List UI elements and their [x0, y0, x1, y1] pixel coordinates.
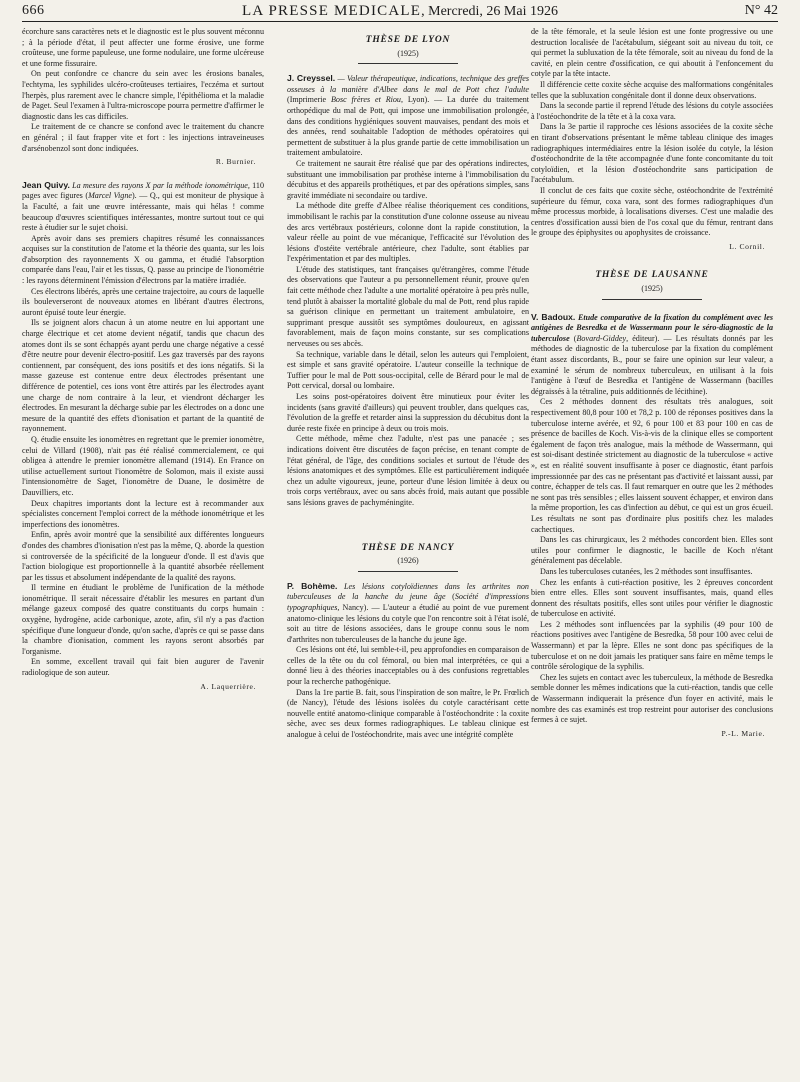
publisher: Bosc frères et Riou — [330, 95, 401, 105]
review-text: , éditeur). — Les résultats donnés par les méthodes de diagnostic de la tuberculose par la fixation du complément étant assez discordants, B., pour se faire une opinion sur leur valeur, a examiné le sérum de nombreux tuberculeux, en utilisant à la fois l'antigène à l'œuf de Besredka et l'antigène de Wassermann (bacilles dégraissés à la tétraline, puis additionnés de lécithine). — [531, 333, 773, 396]
section-heading — [531, 270, 773, 299]
review-text: (Imprimerie — [287, 95, 331, 105]
publisher: Bovard-Giddey — [576, 333, 627, 343]
page-header — [22, 3, 778, 22]
journal-title-line — [22, 3, 778, 20]
paragraph: En somme, excellent travail qui fait bien augurer de l'avenir radiologique de son auteur. — [22, 657, 264, 678]
page-number: 666 — [22, 3, 45, 18]
section-rule — [358, 571, 458, 572]
paragraph: On peut confondre ce chancre du sein avec les érosions banales, l'echtyma, les syphilides ulcéro-croûteuses tertiaires, l'eczéma et surtout l'herpès, plus rarement avec le chancre simple, l'épithélioma et la maladie de Paget. Seul l'examen à l'ultra-microscope pourra permettre d'affirmer le diagnostic dans les cas difficiles. — [22, 69, 264, 121]
paragraph: Les soins post-opératoires doivent être minutieux pour éviter les incidents (sans gravité d'ailleurs) qui peuvent troubler, dans quelques cas, l'évolution de la greffe et retarder ainsi la suppression du décubitus dont la durée reste fixée en principe à deux ou trois mois. — [287, 392, 529, 433]
paragraph: Il termine en étudiant le problème de l'unification de la méthode ionométrique. Il serait nécessaire d'établir les mesures en partant d'un mélange gazeux composé des quatre constituants du corps humain : oxygène, hydrogène, acide carbonique, azote, afin, s'il n'y a pas d'action spécifique d'une longueur d'onde, qu'on sache, d'après ce qui se passe dans la chambre d'ionisation, comment les rayons seront absorbés par l'organisme. — [22, 583, 264, 656]
section-year: (1925) — [641, 284, 663, 294]
paragraph: Deux chapitres importants dont la lecture est à recommander aux spécialistes concernent l'emploi correct de la méthode ionométrique et les imperfections des ionomètres. — [22, 498, 264, 529]
paragraph: Après avoir dans ses premiers chapitres résumé les connaissances acquises sur la constitution de l'atome et la théorie des quanta, sur les lois d'absorption des rayonnements X ou gamma, et étudié l'absorption comparée dans l'eau, l'air et les tissus, Q. passe au principe de l'ionométrie : les rayons déterminent l'émission d'électrons par la matière irradiée. — [22, 233, 264, 286]
paragraph: Ces lésions ont été, lui semble-t-il, peu approfondies en comparaison de celles de la tête ou du col fémoral, ou bien mal interprétées, ce qui a donné lieu à des théories inacceptables ou à des confusions regrettables pour la recherche pathogénique. — [287, 645, 529, 687]
paragraph: Ce traitement ne saurait être réalisé que par des opérations indirectes, substituant une immobilisation par prothèse interne à l'immobilisation du décubitus et des appareils prothétiques, et par des opérations simples, sans gravité immédiate ni secondaire ou tardive. — [287, 158, 529, 200]
paragraph: Ils se joignent alors chacun à un atome neutre en lui apportant une charge électrique et cet atome devient négatif, tandis que chacun des atomes dont ils se sont échappés ayant perdu une charge négative a cessé d'être neutre pour devenir électro-positif. Les gaz traversés par des rayons contiennent, par conséquent, des ions positifs et des ions négatifs. Si la masse gazeuse est contenue entre deux électrodes présentant une différence de potentiel, ces ions vont être attirés par les électrodes ayant une charge de nom contraire à la leur, et viendront décharger les électrodes. En mesurant la décharge subie par les électrodes on a donc une mesure de la quantité des effets d'ionisation et partant de la quantité de rayonnement. — [22, 318, 264, 434]
reviewer-signature: P.-L. Marie. — [721, 728, 765, 738]
reviewer-signature: A. Laquerrière. — [200, 681, 256, 691]
paragraph: Le traitement de ce chancre se confond avec le traitement du chancre en général ; il faut frapper vite et fort : les injections intraveineuses d'arsénobenzol sont donc indiquées. — [22, 122, 264, 153]
paragraph: écorchure sans caractères nets et le diagnostic est le plus souvent méconnu ; à la période d'état, il peut affecter une forme érosive, une forme croûteuse, une forme papuleuse, une forme nodulaire, une forme ulcéreuse et une forme fissuraire. — [22, 27, 264, 68]
paragraph: Enfin, après avoir montré que la sensibilité aux différentes longueurs d'ondes des chambres d'ionisation n'est pas la même, Q. aborde la question si controversée de la spécificité de la longueur d'onde. Il est d'avis que l'action biologique est proportionnelle à la quantité absorbée réellement par les tissus et absolument indépendante de la qualité des rayons. — [22, 530, 264, 582]
paragraph: Chez les sujets en contact avec les tuberculeux, la méthode de Besredka semble donner les mêmes indications que la cuti-réaction, tandis que celle de Wassermann indiquerait la présence d'un foyer en activité, mais le nombre des cas examinés est trop restreint pour autoriser des conclusions fermes à ce sujet. — [531, 672, 773, 725]
section-rule — [602, 299, 702, 300]
review-title: — Valeur thérapeutique, indications, technique des greffes osseuses à la manière d'Albee dans le mal de Pott chez l'adulte — [287, 74, 529, 94]
column-right — [531, 27, 773, 1076]
column-left — [22, 27, 264, 1076]
paragraph: Dans la seconde partie il reprend l'étude des lésions du cotyle associées à l'ostéochondrite de la tête et à la coxa vara. — [531, 101, 773, 121]
review-lead — [22, 180, 264, 234]
review-title: Les lésions cotyloïdiennes dans les arthrites non tuberculeuses de la hanche du jeune âge — [287, 581, 529, 602]
review-lead — [287, 73, 529, 159]
paragraph: Dans les cas chirurgicaux, les 2 méthodes concordent bien. Elles sont utiles pour confirmer le diagnostic, le bacille de Koch n'étant généralement pas décelable. — [531, 535, 773, 566]
review-author: Jean Quivy. — [22, 179, 70, 190]
review-text: , Lyon). — La durée du traitement orthopédique du mal de Pott, qui impose une immobilisation prolongée, dans des conditions hygiéniques souvent mauvaises, pendant des mois et des années, rend souhaitable l'adoption de méthodes opératoires qui permettent de substituer à la plus grande partie de cette immobilisation un traitement ambulatoire. — [287, 95, 529, 158]
review-text: ). — Q., qui est moniteur de physique à la Faculté, a fait une œuvre intéressante, mais qui hélas ! comme beaucoup d'œuvres scientifiques intéressantes, montre surtout tout ce qui reste à étudier sur le sujet choisi. — [22, 191, 264, 233]
section-title: THÈSE DE LYON — [365, 35, 451, 45]
reviewer-signature: L. Cornil. — [729, 241, 765, 251]
journal-name: LA PRESSE MEDICALE — [242, 3, 422, 19]
issue-number: N° 42 — [744, 3, 778, 18]
paragraph: Chez les enfants à cuti-réaction positive, les 2 épreuves concordent bien entre elles. Elles sont souvent insuffisantes, mais, quand elles donnent des résultats positifs, elles sont utiles pour vérifier le diagnostic de tuberculose en activité. — [531, 577, 773, 619]
review-author: J. Creyssel. — [287, 73, 336, 84]
paragraph: de la tête fémorale, et la seule lésion est une fonte progressive ou une destruction localisée de l'acétabulum, siégeant soit au niveau du toit, ce qui permet la subluxation de la tête fémorale, soit au niveau du fond de la cavité, en plein centre d'ossification, ce qui aboutit à l'enfoncement du cotyle par la tête intacte. — [531, 27, 773, 79]
section-title: THÈSE DE NANCY — [361, 542, 455, 553]
review-title: Etude comparative de la fixation du complément avec les antigènes de Besredka et de Wassermann pour le séro-diagnostic de la tuberculose — [531, 312, 773, 343]
paragraph: La méthode dite greffe d'Albee réalise théoriquement ces conditions, immobilisant le rachis par la constitution d'une colonne osseuse au niveau des arcs vertébraux postérieurs, colonne dont la rapide constitution, la valeur réelle au point de vue mécanique, l'efficacité sur l'évolution des lésions d'ostéite vertébrale antérieure, chez l'adulte, sont établies par l'expérimentation et par des multiples. — [287, 201, 529, 264]
review-entry — [22, 180, 264, 693]
paragraph: L'étude des statistiques, tant françaises qu'étrangères, comme l'étude des observations que l'auteur a pu personnellement réunir, prouve qu'en fait cette méthode chez l'adulte a une mortalité opératoire à peu près nulle, tend plutôt à abaisser la mortalité globale du mal de Pott, rend plus rapide sa guérison clinique en permettant un traitement ambulatoire, en supprimant presque aussitôt ses symptômes douloureux, en agissant favorablement, mais de façon moins constante, sur ses complications nerveuses ou ses abcès. — [287, 264, 529, 349]
section-rule — [358, 63, 458, 64]
paragraph: Il conclut de ces faits que coxite sèche, ostéochondrite de l'extrémité supérieure du fémur, coxa vara, sont des formes radiographiques d'un même processus morbide, à localisations diverses. C'est une maladie des centres d'ossification aussi bien de l'os coxal que du fémur, rentrant dans le groupe des épiphysites ou apophysites de croissance. — [531, 185, 773, 238]
review-entry — [531, 312, 773, 740]
paragraph: Sa technique, variable dans le détail, selon les auteurs qui l'emploient, est simple et sans gravité opératoire. L'auteur conseille la technique de Tuffier pour le mal de Pott sous-occipital, celle de Bérard pour le mal de Pott cervical, dorsal ou lombaire. — [287, 349, 529, 391]
paragraph: Les 2 méthodes sont influencées par la syphilis (49 pour 100 de réactions positives avec l'antigène de Besredka, 58 pour 100 avec celui de Wassermann) et par la lèpre. Elles ne sont donc pas spécifiques de la tuberculose et on ne doit jamais les pratiquer sans faire en même temps le contrôle sérologique de la syphilis. — [531, 619, 773, 672]
review-title: La mesure des rayons X par la méthode ionométrique, — [69, 180, 253, 190]
publisher: Marcel Vigne — [88, 191, 132, 201]
publisher: Société d'impressions typographiques — [287, 592, 529, 612]
review-entry — [287, 73, 529, 508]
paragraph: Dans la 1re partie B. fait, sous l'inspiration de son maître, le Pr. Frœlich (de Nancy), l'étude des lésions isolées du cotyle caractérisant cette nouvelle entité anatomo-clinique comparable à l'ostéochondrite : la coxite sèche, avec ses deux formes radiographiques. Le tableau clinique est analogue à celui de l'ostéochondrite, mais avec une intégrité complète — [287, 687, 529, 740]
section-year: (1925) — [397, 48, 419, 58]
paragraph: Ces 2 méthodes donnent des résultats très analogues, soit respectivement 80,8 pour 100 et 78,2 p. 100 de réponses positives dans la tuberculose interne avérée, et 92, 6 pour 100 et 83 pour 100 en cas de présence de bacilles de Koch. Vis-à-vis de la clinique elles se comportent également de façon très analogue, mais la méthode de Wassermann, qui est soi-disant destinée strictement au diagnostic de la tuberculose « active », est en réalité souvent insuffisante à poser ce diagnostic, étant parfois impressionnée par des cas ne présentant pas d'activité et laissant aussi, par contre, échapper de tels cas. Il faut remarquer en outre que les 2 méthodes ne sont pas très sensibles ; elles laissent souvent échapper, et environ dans la même proportion, les cas d'infection au début, ce qui est un gros écueil. Les résultats ne sont pas d'ordinaire plus positifs chez les malades cachectiques. — [531, 397, 773, 534]
paragraph: Dans la 3e partie il rapproche ces lésions associées de la coxite sèche en tirant d'observations présentant le même tableau clinique des images radiographiques intermédiaires entre la lésion isolée du cotyle, la lésion d'ostéochondrite de la tête accompagnée d'une fonte concomitante du toit cotyloïdien, et la lésion d'ostéochondrite sans participation de l'acétabulum. — [531, 122, 773, 185]
review-lead — [531, 312, 773, 398]
review-text: , Nancy). — L'auteur a étudié au point de vue purement anatomo-clinique les lésions du cotyle que l'on rencontre soit à l'état isolé, soit au titre de lésions associées, dans le groupe connu sous le nom d'arthrites non tuberculeuses de la hanche du jeune âge. — [287, 602, 529, 644]
column-middle — [287, 27, 529, 1076]
section-heading — [287, 543, 529, 572]
paragraph: Q. étudie ensuite les ionomètres en regrettant que le premier ionomètre, celui de Villard (1908), n'ait pas été réalisé commercialement, ce qui obligea à attendre le premier ionomètre allemand (1914). En France on utilise actuellement surtout l'ionomètre de Solomon, mais il existe aussi l'intensionomètre de Saget, l'ionomètre de Duane, le dosimètre de Dauvilliers, etc. — [22, 434, 264, 497]
section-title: THÈSE DE LAUSANNE — [595, 270, 709, 281]
reviewer-signature: R. Burnier. — [215, 157, 256, 167]
review-text: 110 pages avec figures ( — [22, 180, 264, 201]
review-text: ( — [573, 333, 577, 343]
section-year: (1926) — [397, 556, 419, 566]
section-heading — [287, 35, 529, 64]
issue-date: , Mercredi, 26 Mai 1926 — [421, 4, 558, 19]
review-author: V. Badoux. — [531, 311, 576, 322]
review-lead — [287, 581, 529, 646]
paragraph: Ces électrons libérés, après une certaine trajectoire, au cours de laquelle ils bouleverseront de nouveaux atomes en libérant d'autres électrons, auront épuisé toute leur énergie. — [22, 286, 264, 317]
review-text: ( — [452, 592, 455, 602]
review-entry — [287, 581, 529, 741]
paragraph: Cette méthode, même chez l'adulte, n'est pas une panacée ; ses indications doivent être discutées de façon précise, en tenant compte de l'état général, de l'âge, des conditions sociales et surtout de l'étude des lésions anatomiques et des symptômes. Elle est particulièrement indiquée chez un adulte vigoureux, jeune, porteur d'une lésion limitée à deux ou trois corps vertébraux, avec ou sans abcès froid, mais autant que possible sans lésions graves de pachyméningite. — [287, 434, 529, 507]
paragraph: Dans les tuberculoses cutanées, les 2 méthodes sont insuffisantes. — [540, 566, 753, 576]
review-author: P. Bohème. — [287, 580, 338, 591]
paragraph: Il différencie cette coxite sèche acquise des malformations congénitales telles que la subluxation congénitale dont il donne deux observations. — [531, 79, 773, 100]
